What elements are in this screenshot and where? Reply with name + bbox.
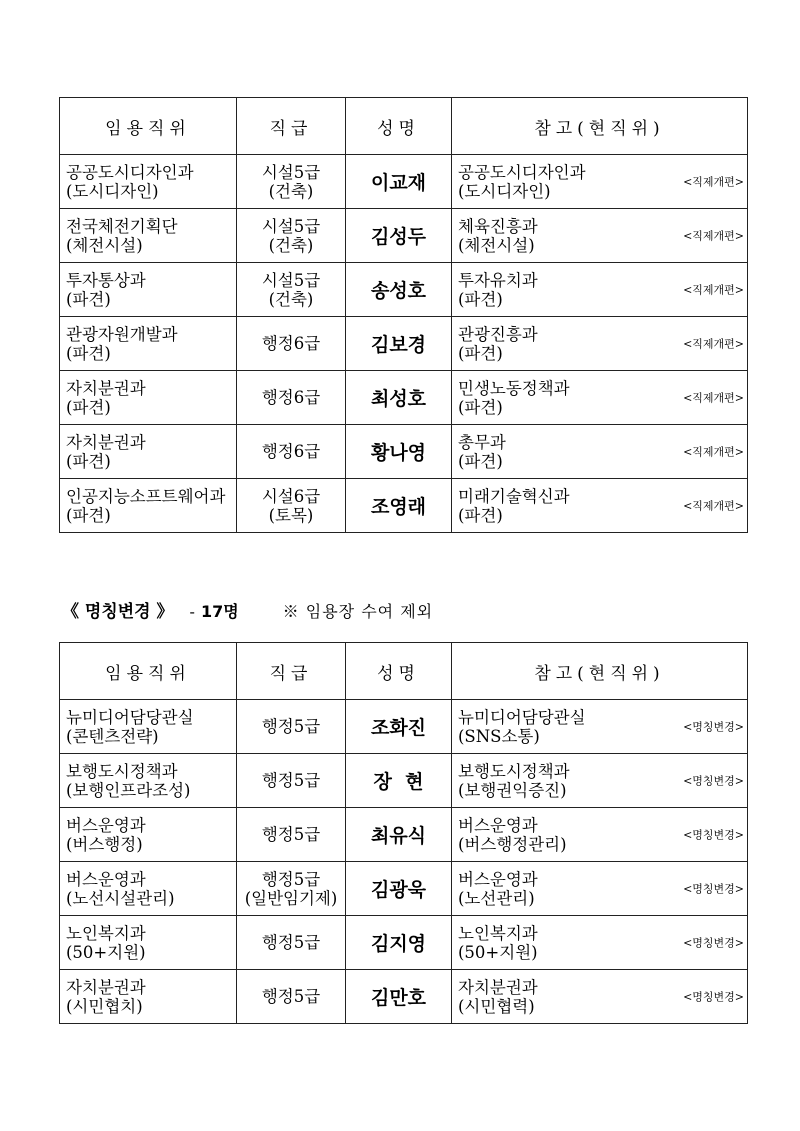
position-cell bbox=[60, 862, 237, 916]
position-cell bbox=[60, 425, 237, 479]
change-tag: <직제개편> bbox=[683, 337, 744, 350]
section-note: ※ 임용장 수여 제외 bbox=[282, 602, 434, 621]
grade-line1: 행정5급 bbox=[261, 825, 321, 844]
reference-line2: (50+지원) bbox=[458, 942, 538, 962]
position-line2: (파견) bbox=[66, 289, 111, 309]
section-dash: - bbox=[189, 602, 195, 621]
reference-line2: (보행권익증진) bbox=[458, 780, 567, 800]
reference-cell bbox=[452, 263, 748, 317]
reference-line1: 버스운영과 bbox=[458, 815, 538, 835]
header-grade: 직급 bbox=[237, 643, 346, 700]
table-header-row bbox=[60, 98, 748, 155]
position-line1: 전국체전기획단 bbox=[66, 216, 178, 236]
grade-cell bbox=[237, 808, 346, 862]
person-name: 김지영 bbox=[346, 916, 452, 970]
reference-cell bbox=[452, 317, 748, 371]
position-line1: 자치분권과 bbox=[66, 432, 146, 452]
position-line2: (보행인프라조성) bbox=[66, 780, 191, 800]
grade-cell bbox=[237, 754, 346, 808]
reference-line1: 공공도시디자인과 bbox=[458, 162, 586, 182]
header-reference: 참고(현직위) bbox=[452, 643, 748, 700]
grade-line2: (건축) bbox=[268, 181, 314, 201]
grade-cell bbox=[237, 970, 346, 1024]
person-name: 황나영 bbox=[346, 425, 452, 479]
position-line2: (파견) bbox=[66, 397, 111, 417]
grade-cell bbox=[237, 425, 346, 479]
reference-line2: (파견) bbox=[458, 505, 503, 525]
reference-cell bbox=[452, 209, 748, 263]
grade-line1: 행정5급 bbox=[261, 717, 321, 736]
grade-cell bbox=[237, 155, 346, 209]
reference-line1: 뉴미디어담당관실 bbox=[458, 707, 586, 727]
position-line1: 투자통상과 bbox=[66, 270, 146, 290]
position-cell bbox=[60, 700, 237, 754]
header-position: 임용직위 bbox=[60, 98, 237, 155]
reference-cell bbox=[452, 862, 748, 916]
header-name: 성명 bbox=[346, 643, 452, 700]
position-line2: (도시디자인) bbox=[66, 181, 159, 201]
grade-cell bbox=[237, 916, 346, 970]
table-row bbox=[60, 209, 748, 263]
grade-line1: 행정5급 bbox=[261, 869, 321, 889]
reference-line2: (버스행정관리) bbox=[458, 834, 567, 854]
change-tag: <직제개편> bbox=[683, 499, 744, 512]
position-line1: 공공도시디자인과 bbox=[66, 162, 194, 182]
reference-cell bbox=[452, 155, 748, 209]
grade-line1: 행정6급 bbox=[261, 388, 321, 407]
grade-line1: 시설6급 bbox=[261, 486, 321, 506]
person-name: 송성호 bbox=[346, 263, 452, 317]
reference-line1: 버스운영과 bbox=[458, 869, 538, 889]
reference-line1: 노인복지과 bbox=[458, 923, 538, 943]
change-tag: <직제개편> bbox=[683, 445, 744, 458]
header-grade: 직급 bbox=[237, 98, 346, 155]
change-tag: <명칭변경> bbox=[683, 720, 744, 733]
reference-cell bbox=[452, 700, 748, 754]
position-line2: (파견) bbox=[66, 343, 111, 363]
position-line2: (콘텐츠전략) bbox=[66, 726, 159, 746]
change-tag: <명칭변경> bbox=[683, 828, 744, 841]
reference-cell bbox=[452, 754, 748, 808]
change-tag: <명칭변경> bbox=[683, 774, 744, 787]
table-row bbox=[60, 479, 748, 533]
table-row bbox=[60, 700, 748, 754]
grade-cell bbox=[237, 263, 346, 317]
appointment-table-2 bbox=[59, 642, 748, 1024]
change-tag: <직제개편> bbox=[683, 283, 744, 296]
person-name: 조화진 bbox=[346, 700, 452, 754]
table-row bbox=[60, 155, 748, 209]
grade-cell bbox=[237, 209, 346, 263]
person-name: 최유식 bbox=[346, 808, 452, 862]
change-tag: <직제개편> bbox=[683, 175, 744, 188]
reference-line2: (도시디자인) bbox=[458, 181, 551, 201]
position-line1: 자치분권과 bbox=[66, 977, 146, 997]
change-tag: <명칭변경> bbox=[683, 990, 744, 1003]
position-line1: 보행도시정책과 bbox=[66, 761, 178, 781]
table-row bbox=[60, 425, 748, 479]
reference-line2: (파견) bbox=[458, 343, 503, 363]
position-cell bbox=[60, 263, 237, 317]
section-heading bbox=[62, 597, 433, 622]
reference-cell bbox=[452, 808, 748, 862]
position-line2: (노선시설관리) bbox=[66, 888, 175, 908]
table-row bbox=[60, 808, 748, 862]
reference-line1: 미래기술혁신과 bbox=[458, 486, 570, 506]
position-line2: (파견) bbox=[66, 505, 111, 525]
grade-cell bbox=[237, 700, 346, 754]
position-cell bbox=[60, 209, 237, 263]
person-name: 김성두 bbox=[346, 209, 452, 263]
person-name: 조영래 bbox=[346, 479, 452, 533]
table-header-row bbox=[60, 643, 748, 700]
table-row bbox=[60, 970, 748, 1024]
position-line2: (50+지원) bbox=[66, 942, 146, 962]
grade-cell bbox=[237, 862, 346, 916]
position-line1: 버스운영과 bbox=[66, 815, 146, 835]
reference-line2: (SNS소통) bbox=[458, 726, 540, 746]
position-cell bbox=[60, 754, 237, 808]
table-row bbox=[60, 317, 748, 371]
grade-line1: 시설5급 bbox=[261, 270, 321, 290]
person-name: 김만호 bbox=[346, 970, 452, 1024]
reference-line2: (시민협력) bbox=[458, 996, 535, 1016]
person-name: 김보경 bbox=[346, 317, 452, 371]
table-row bbox=[60, 916, 748, 970]
table-row bbox=[60, 263, 748, 317]
position-cell bbox=[60, 916, 237, 970]
person-name: 장 현 bbox=[346, 754, 452, 808]
grade-line1: 행정6급 bbox=[261, 334, 321, 353]
position-cell bbox=[60, 317, 237, 371]
grade-cell bbox=[237, 479, 346, 533]
change-tag: <명칭변경> bbox=[683, 936, 744, 949]
reference-line2: (파견) bbox=[458, 397, 503, 417]
position-cell bbox=[60, 371, 237, 425]
reference-cell bbox=[452, 916, 748, 970]
reference-line2: (체전시설) bbox=[458, 235, 535, 255]
position-line2: (체전시설) bbox=[66, 235, 143, 255]
position-line1: 뉴미디어담당관실 bbox=[66, 707, 194, 727]
reference-line1: 총무과 bbox=[458, 432, 506, 452]
grade-line2: (건축) bbox=[268, 289, 314, 309]
grade-line2: (일반임기제) bbox=[244, 888, 338, 908]
table-row bbox=[60, 754, 748, 808]
table-row bbox=[60, 862, 748, 916]
grade-line2: (토목) bbox=[268, 505, 314, 525]
position-line1: 버스운영과 bbox=[66, 869, 146, 889]
reference-line2: (노선관리) bbox=[458, 888, 535, 908]
table-row bbox=[60, 371, 748, 425]
change-tag: <직제개편> bbox=[683, 229, 744, 242]
position-cell bbox=[60, 155, 237, 209]
position-cell bbox=[60, 808, 237, 862]
change-tag: <직제개편> bbox=[683, 391, 744, 404]
reference-line1: 투자유치과 bbox=[458, 270, 538, 290]
header-name: 성명 bbox=[346, 98, 452, 155]
grade-line1: 행정5급 bbox=[261, 987, 321, 1006]
reference-cell bbox=[452, 371, 748, 425]
grade-line1: 행정5급 bbox=[261, 933, 321, 952]
position-line1: 자치분권과 bbox=[66, 378, 146, 398]
position-line1: 노인복지과 bbox=[66, 923, 146, 943]
grade-line1: 시설5급 bbox=[261, 216, 321, 236]
reference-line1: 체육진흥과 bbox=[458, 216, 538, 236]
person-name: 김광욱 bbox=[346, 862, 452, 916]
reference-line2: (파견) bbox=[458, 451, 503, 471]
header-reference: 참고(현직위) bbox=[452, 98, 748, 155]
reference-line1: 민생노동정책과 bbox=[458, 378, 570, 398]
reference-cell bbox=[452, 425, 748, 479]
position-line2: (시민협치) bbox=[66, 996, 143, 1016]
header-position: 임용직위 bbox=[60, 643, 237, 700]
grade-line1: 행정5급 bbox=[261, 771, 321, 790]
section-count: 17명 bbox=[200, 602, 239, 621]
reference-line1: 보행도시정책과 bbox=[458, 761, 570, 781]
appointment-table-1 bbox=[59, 97, 748, 533]
position-line2: (파견) bbox=[66, 451, 111, 471]
position-line1: 관광자원개발과 bbox=[66, 324, 178, 344]
position-line1: 인공지능소프트웨어과 bbox=[66, 486, 226, 506]
person-name: 최성호 bbox=[346, 371, 452, 425]
position-cell bbox=[60, 970, 237, 1024]
grade-line1: 행정6급 bbox=[261, 442, 321, 461]
grade-cell bbox=[237, 371, 346, 425]
reference-cell bbox=[452, 970, 748, 1024]
position-cell bbox=[60, 479, 237, 533]
grade-line2: (건축) bbox=[268, 235, 314, 255]
grade-cell bbox=[237, 317, 346, 371]
change-tag: <명칭변경> bbox=[683, 882, 744, 895]
reference-line1: 관광진흥과 bbox=[458, 324, 538, 344]
position-line2: (버스행정) bbox=[66, 834, 143, 854]
reference-line2: (파견) bbox=[458, 289, 503, 309]
section-title: 《 명칭변경 》 bbox=[62, 602, 174, 622]
person-name: 이교재 bbox=[346, 155, 452, 209]
reference-line1: 자치분권과 bbox=[458, 977, 538, 997]
reference-cell bbox=[452, 479, 748, 533]
grade-line1: 시설5급 bbox=[261, 162, 321, 182]
